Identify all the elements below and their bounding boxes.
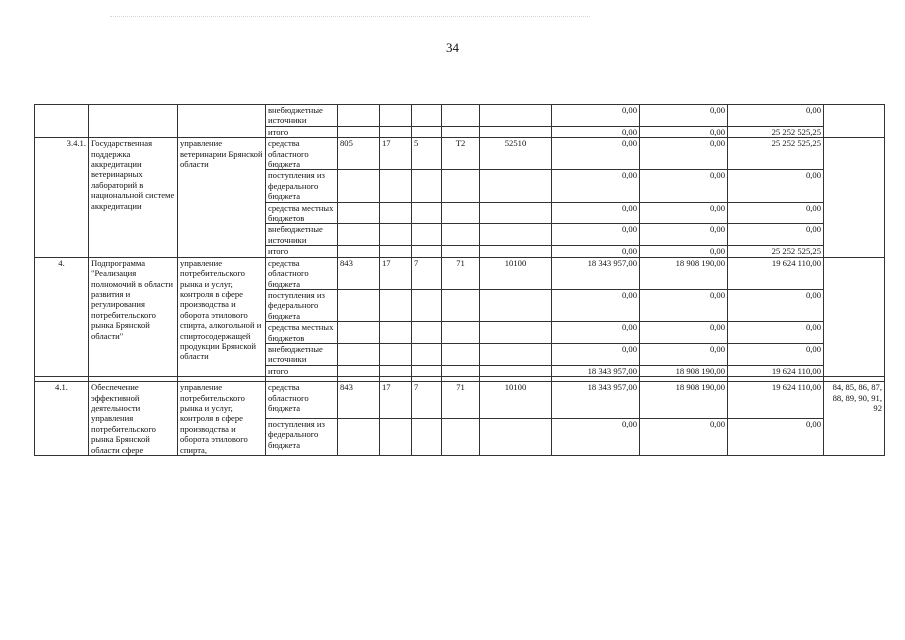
section-code: 17 (380, 138, 412, 170)
row-number: 4. (35, 257, 89, 376)
year2-amount: 0,00 (640, 126, 728, 137)
year3-amount: 0,00 (728, 224, 824, 246)
table-row (35, 138, 885, 170)
row-number: 3.4.1. (35, 138, 89, 257)
row-name: Государственная поддержка аккредитации ветеринарных лабораторий в национальной системе аккредитации (89, 138, 178, 257)
year1-amount: 18 343 957,00 (552, 365, 640, 376)
scan-artifact (110, 16, 590, 21)
subsection-code: 5 (412, 138, 442, 170)
year1-amount: 0,00 (552, 138, 640, 170)
year2-amount: 18 908 190,00 (640, 257, 728, 289)
year3-amount: 0,00 (728, 105, 824, 127)
target-code-1: Т2 (442, 138, 480, 170)
year1-amount: 0,00 (552, 322, 640, 344)
funding-source: внебюджетные источники (266, 105, 338, 127)
grbs-code: 805 (338, 138, 380, 170)
target-code-2: 10100 (480, 257, 552, 289)
year2-amount: 18 908 190,00 (640, 365, 728, 376)
year3-amount: 25 252 525,25 (728, 126, 824, 137)
grbs-code: 843 (338, 382, 380, 419)
target-code-2: 52510 (480, 138, 552, 170)
funding-source: итого (266, 126, 338, 137)
year3-amount: 0,00 (728, 289, 824, 321)
funding-source: средства местных бюджетов (266, 322, 338, 344)
year1-amount: 0,00 (552, 343, 640, 365)
table-row (35, 382, 885, 419)
row-name: Подпрограмма "Реализация полномочий в области развития и регулирования потребительского рынка Брянской области" (89, 257, 178, 376)
year3-amount: 19 624 110,00 (728, 382, 824, 419)
row-executor: управление потребительского рынка и услуг, контроля в сфере производства и оборота этилового спирта, (178, 382, 266, 456)
subsection-code: 7 (412, 257, 442, 289)
funding-source: средства областного бюджета (266, 257, 338, 289)
budget-table (34, 104, 885, 456)
year1-amount: 0,00 (552, 289, 640, 321)
year1-amount: 0,00 (552, 170, 640, 202)
funding-source: итого (266, 246, 338, 257)
year3-amount: 0,00 (728, 419, 824, 456)
year2-amount: 0,00 (640, 419, 728, 456)
section-code: 17 (380, 382, 412, 419)
row-executor: управление потребительского рынка и услуг, контроля в сфере производства и оборота этилового спирта, алкогольной и спиртосодержащей продукции Брянской области (178, 257, 266, 376)
year2-amount: 0,00 (640, 202, 728, 224)
year3-amount: 19 624 110,00 (728, 365, 824, 376)
indicators-cell (824, 105, 885, 138)
funding-source: итого (266, 365, 338, 376)
funding-source: средства областного бюджета (266, 382, 338, 419)
funding-source: поступления из федерального бюджета (266, 289, 338, 321)
page-number: 34 (446, 40, 459, 55)
year2-amount: 0,00 (640, 322, 728, 344)
funding-source: внебюджетные источники (266, 224, 338, 246)
year3-amount: 25 252 525,25 (728, 138, 824, 170)
year2-amount: 18 908 190,00 (640, 382, 728, 419)
funding-source: средства местных бюджетов (266, 202, 338, 224)
funding-source: внебюджетные источники (266, 343, 338, 365)
year1-amount: 0,00 (552, 246, 640, 257)
funding-source: поступления из федерального бюджета (266, 170, 338, 202)
year1-amount: 18 343 957,00 (552, 257, 640, 289)
year3-amount: 0,00 (728, 202, 824, 224)
section-code: 17 (380, 257, 412, 289)
indicators-cell: 84, 85, 86, 87, 88, 89, 90, 91, 92 (824, 382, 885, 456)
year3-amount: 19 624 110,00 (728, 257, 824, 289)
table-row (35, 105, 885, 127)
table-row (35, 257, 885, 289)
row-number (35, 105, 89, 138)
year1-amount: 18 343 957,00 (552, 382, 640, 419)
funding-source: средства областного бюджета (266, 138, 338, 170)
indicators-cell (824, 138, 885, 257)
year2-amount: 0,00 (640, 170, 728, 202)
funding-source: поступления из федерального бюджета (266, 419, 338, 456)
year2-amount: 0,00 (640, 138, 728, 170)
year2-amount: 0,00 (640, 343, 728, 365)
year3-amount: 0,00 (728, 322, 824, 344)
target-code-1: 71 (442, 257, 480, 289)
year2-amount: 0,00 (640, 105, 728, 127)
year1-amount: 0,00 (552, 105, 640, 127)
row-number: 4.1. (35, 382, 89, 456)
row-name (89, 105, 178, 138)
year2-amount: 0,00 (640, 289, 728, 321)
indicators-cell (824, 257, 885, 376)
year1-amount: 0,00 (552, 224, 640, 246)
year3-amount: 0,00 (728, 343, 824, 365)
row-name: Обеспечение эффективной деятельности управления потребительского рынка Брянской области сфере (89, 382, 178, 456)
grbs-code: 843 (338, 257, 380, 289)
target-code-1: 71 (442, 382, 480, 419)
subsection-code: 7 (412, 382, 442, 419)
year1-amount: 0,00 (552, 126, 640, 137)
year2-amount: 0,00 (640, 246, 728, 257)
year1-amount: 0,00 (552, 202, 640, 224)
year2-amount: 0,00 (640, 224, 728, 246)
year3-amount: 25 252 525,25 (728, 246, 824, 257)
year3-amount: 0,00 (728, 170, 824, 202)
target-code-2: 10100 (480, 382, 552, 419)
row-executor: управление ветеринарии Брянской области (178, 138, 266, 257)
year1-amount: 0,00 (552, 419, 640, 456)
row-executor (178, 105, 266, 138)
